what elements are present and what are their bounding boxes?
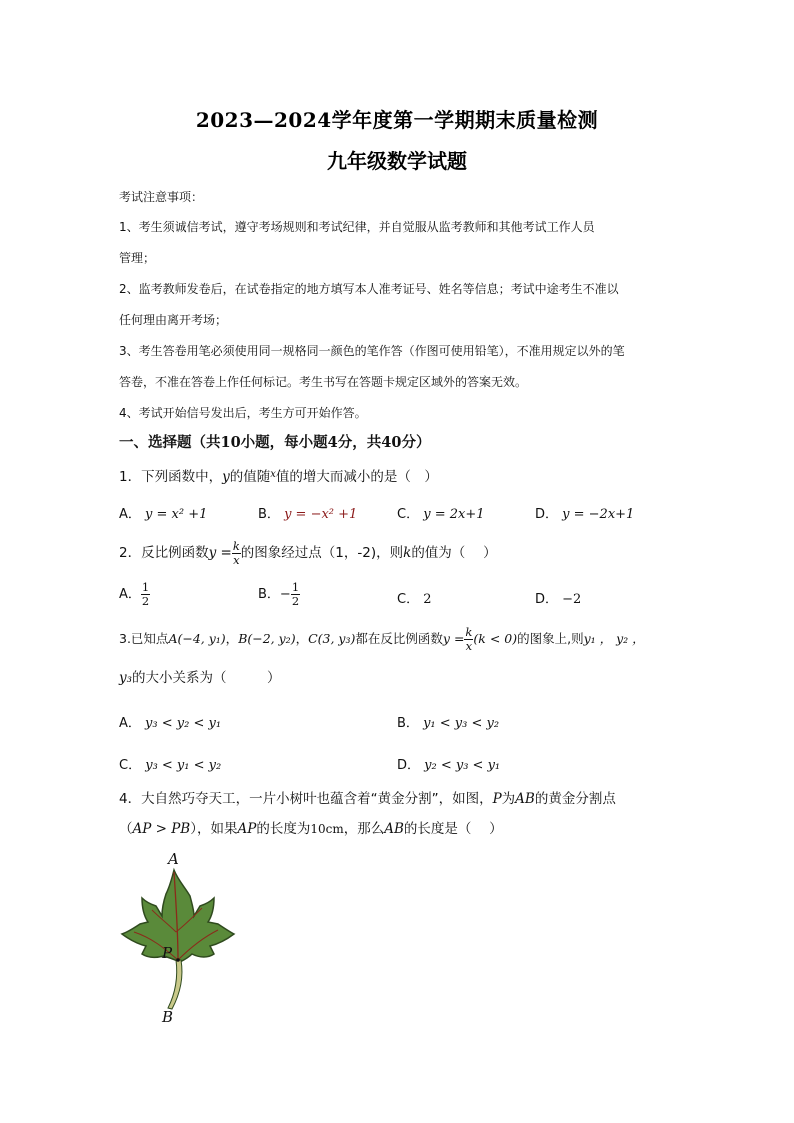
q4-condition: AP > PB (132, 821, 191, 837)
q1-option-b[interactable] (258, 503, 357, 522)
option-value: −2 (562, 592, 582, 607)
option-label: D． (397, 758, 421, 773)
fraction-numerator: k (465, 625, 473, 639)
option-label: C． (397, 507, 420, 522)
option-fraction (141, 581, 150, 608)
q3-variables: y₁ ， y₂ ， (583, 631, 645, 646)
option-expression: y₂ < y₃ < y₁ (424, 758, 501, 773)
q2-option-d[interactable] (535, 588, 581, 607)
q4-text: 的长度是（ ） (403, 821, 503, 837)
q2-text: 的图象经过点（1，-2)，则 (240, 545, 404, 561)
option-label: B． (397, 716, 419, 731)
q3-point-b: B(−2, y₂) (238, 631, 296, 646)
q4-text: ，那么 (343, 821, 385, 837)
notice-item-1: 1、考生须诚信考试，遵守考场规则和考试纪律，并自觉服从监考教师和其他考试工作人员 (119, 220, 595, 234)
q3-option-b[interactable] (397, 712, 499, 731)
q3-condition: (k < 0) (473, 631, 518, 646)
q3-text: 都在反比例函数 (355, 631, 443, 646)
option-label: B． (258, 587, 280, 602)
label-a: A (168, 852, 179, 868)
q1-option-d[interactable] (535, 503, 634, 522)
q3-var: y₃ (119, 670, 133, 686)
q1-text: 的值随 (229, 469, 271, 485)
q4-text: （ (119, 821, 133, 837)
q1-var: y (222, 469, 230, 485)
fraction-denominator: 2 (141, 594, 150, 608)
label-b: B (162, 1008, 174, 1022)
q3-option-c[interactable] (119, 754, 221, 773)
q4-length: 10cm (310, 822, 344, 836)
q3-separator: ， (225, 631, 239, 646)
option-expression: y = −x² +1 (284, 507, 358, 522)
q1-option-a[interactable] (119, 503, 207, 522)
q3-option-d[interactable] (397, 754, 500, 773)
q3-text: 的大小关系为（ ） (132, 670, 281, 686)
q2-text: 的值为（ ） (411, 545, 497, 561)
exam-subtitle: 九年级数学试题 (327, 149, 467, 173)
option-label: A． (119, 587, 141, 602)
option-label: D． (535, 592, 559, 607)
question-2 (119, 538, 497, 568)
option-label: C． (119, 758, 142, 773)
question-1 (119, 467, 438, 485)
notice-item-1-cont: 管理； (119, 251, 156, 265)
label-p: P (162, 944, 173, 962)
notice-item-4: 4、考试开始信号发出后，考生方可开始作答。 (119, 406, 367, 420)
option-expression: y = x² +1 (145, 507, 208, 522)
q3-point-a: A(−4, y₁) (168, 631, 226, 646)
fraction-denominator: x (233, 552, 240, 567)
q2-text: 2．反比例函数 (119, 545, 209, 561)
q3-point-c: C(3, y₃) (308, 631, 356, 646)
question-4 (119, 791, 616, 807)
q3-option-a[interactable] (119, 712, 221, 731)
q2-var: k (403, 545, 412, 561)
notice-item-2: 2、监考教师发卷后，在试卷指定的地方填写本人准考证号、姓名等信息；考试中途考生不准以 (119, 282, 619, 296)
option-label: D． (535, 507, 559, 522)
q4-text: 为 (501, 791, 516, 807)
q4-text: ），如果 (190, 821, 238, 837)
leaf-stem (168, 960, 182, 1009)
option-label: C． (397, 592, 420, 607)
q2-option-c[interactable] (397, 588, 432, 607)
q1-var: x (270, 469, 276, 480)
point-p-marker (176, 958, 180, 962)
option-label: A． (119, 507, 141, 522)
q3-text: 的图象上,则 (517, 631, 584, 646)
q1-text: 1．下列函数中， (119, 469, 223, 485)
notice-item-3-cont: 答卷，不准在答卷上作任何标记。考生书写在答题卡规定区域外的答案无效。 (119, 375, 528, 389)
q4-text: 的黄金分割点 (534, 791, 616, 807)
q1-option-c[interactable] (397, 503, 485, 522)
section-heading: 一、选择题（共10小题，每小题4分，共40分） (119, 434, 431, 451)
notice-item-3: 3、考生答卷用笔必须使用同一规格同一颜色的笔作答（作图可使用铅笔），不准用规定以外的笔 (119, 344, 625, 358)
q4-var: AB (515, 791, 535, 807)
option-label: A． (119, 716, 141, 731)
fraction-denominator: x (465, 639, 473, 653)
q4-text: 4．大自然巧夺天工，一片小树叶也蕴含着“黄金分割”，如图， (119, 791, 493, 807)
q4-var: AB (384, 821, 404, 837)
q2-lhs: y = (208, 545, 232, 561)
q3-lhs: y = (442, 631, 465, 646)
q2-fraction (232, 540, 241, 567)
q3-separator: ， (295, 631, 309, 646)
q2-option-a[interactable] (119, 580, 150, 610)
option-fraction (291, 581, 300, 608)
question-3 (119, 624, 645, 654)
q4-var: P (492, 791, 502, 807)
option-expression: y = 2x+1 (423, 507, 485, 522)
leaf-figure (118, 852, 238, 1022)
q1-text: 值的增大而减小的是（ ） (275, 469, 438, 485)
fraction-numerator: 1 (291, 580, 300, 594)
option-expression: y₃ < y₁ < y₂ (145, 758, 222, 773)
fraction-numerator: 1 (141, 580, 150, 594)
exam-title: 2023—2024学年度第一学期期末质量检测 (195, 108, 599, 132)
question-4-cont (119, 821, 503, 837)
option-expression: y₃ < y₂ < y₁ (145, 716, 222, 731)
option-expression: y₁ < y₃ < y₂ (423, 716, 500, 731)
option-sign: − (279, 587, 291, 602)
notice-item-2-cont: 任何理由离开考场； (119, 313, 228, 327)
question-3-cont (119, 670, 281, 686)
option-expression: y = −2x+1 (562, 507, 635, 522)
q4-text: 的长度为 (256, 821, 311, 837)
q4-var: AP (237, 821, 257, 837)
fraction-denominator: 2 (291, 594, 300, 608)
notice-heading: 考试注意事项： (119, 190, 204, 204)
option-value: 2 (423, 592, 432, 607)
q3-text: 3.已知点 (119, 631, 169, 646)
option-label: B． (258, 507, 280, 522)
fraction-numerator: k (232, 538, 240, 553)
q2-option-b[interactable] (258, 580, 300, 610)
